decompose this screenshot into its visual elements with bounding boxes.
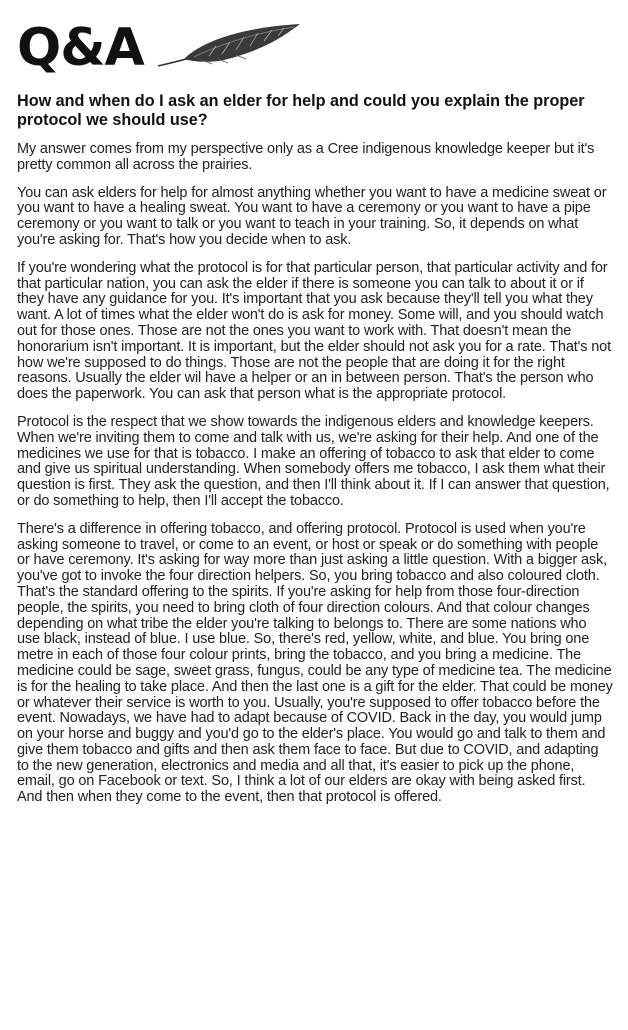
paragraph: There's a difference in offering tobacco, and offering protocol. Protocol is used when you're asking someone to travel, or come to an event, or host or speak or do something with people or have ceremony. It's asking for way more than just asking a little question. With a bigger ask, you've got to invoke the four direction helpers. So, you bring tobacco and also coloured cloth. That's the standard offering to the spirits. If you're asking for help from those four-direction people, the spirits, you need to bring cloth of four direction colours. And that colour changes depending on what tribe the elder you're talking to belongs to. There are some nations who use black, instead of blue. I use blue. So, there's red, yellow, white, and blue. You bring one metre in each of those four colour prints, bring the tobacco, and you bring a medicine. The medicine could be sage, sweet grass, fungus, could be any type of medicine tea. The medicine is for the healing to take place. And then the last one is a gift for the elder. That could be money or whatever their service is worth to you. Usually, you're supposed to offer tobacco before the event. Nowadays, we have had to adapt because of COVID. Back in the day, you would jump on your horse and buggy and you'd go to the elder's place. You would go and talk to them and give them tobacco and gifts and then ask them face to face. But due to COVID, and adapting to the new generation, electronics and media and all that, it's easier to pick up the phone, email, go on Facebook or text. So, I think a lot of our elders are okay with being asked first. And then when they come to the event, then that protocol is offered.: [17, 520, 613, 806]
paragraph: My answer comes from my perspective only as a Cree indigenous knowledge keeper but it's pretty common all across the prairies.: [17, 141, 595, 173]
answer: [17, 142, 613, 806]
feather-icon: [154, 22, 304, 72]
question: How and when do I ask an elder for help and could you explain the proper protocol we should use?: [17, 92, 585, 129]
paragraph: Protocol is the respect that we show towards the indigenous elders and knowledge keepers. When we're inviting them to come and talk with us, we're asking for their help. And one of the medicines we use for that is tobacco. I make an offering of tobacco to ask that elder to come and give us spiritual understanding. When somebody offers me tobacco, I ask them what their question is first. They ask the question, and then I'll think about it. If I can answer that question, or do something to help, then I'll accept the tobacco.: [17, 413, 610, 509]
qa-article: [17, 14, 613, 818]
paragraph: If you're wondering what the protocol is for that particular person, that particular activity and for that particular nation, you can ask the elder if there is someone you can talk to about it or if they have any guidance for you. It's important that you ask because they'll tell you what they want. A lot of times what the elder won't do is ask for money. Some will, and you should watch out for those ones. Those are not the ones you want to work with. That doesn't mean the honorarium isn't important. It is important, but the elder should not ask you for a rate. That's not how we're supposed to do things. Those are not the people that are doing it for the right reasons. Usually the elder wil have a helper or an in between person. That's the person who does the paperwork. You can ask that person what is the appropriate protocol.: [17, 259, 611, 403]
header: [17, 14, 613, 76]
page-title: Q&A: [17, 18, 144, 78]
paragraph: You can ask elders for help for almost anything whether you want to have a medicine sweat or you want to have a healing sweat. You want to have a ceremony or you want to have a pipe ceremony or you want to talk or you want to teach in your training. So, it depends on what you're asking for. That's how you decide when to ask.: [17, 184, 607, 248]
